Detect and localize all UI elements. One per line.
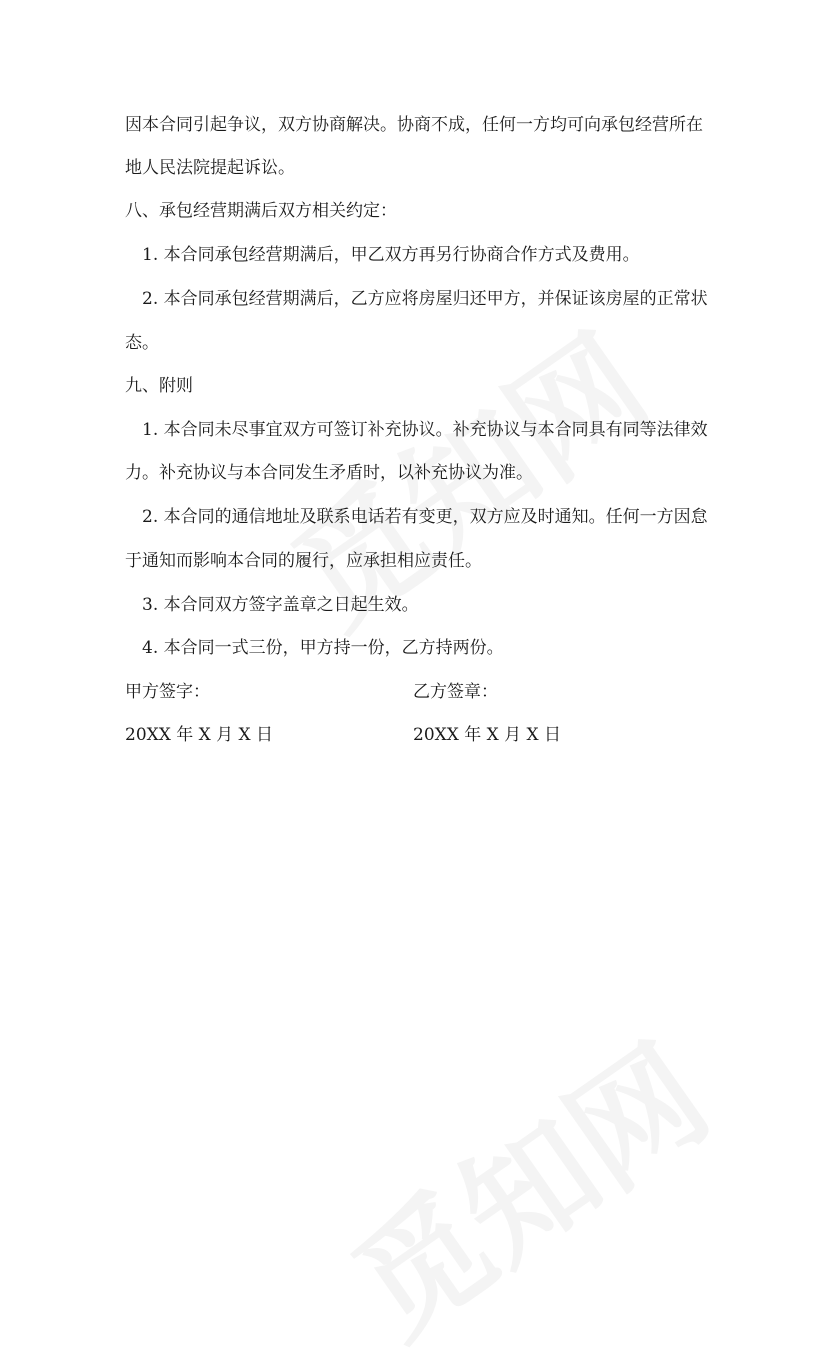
party-a-signature-label: 甲方签字： [125, 682, 210, 702]
dispute-paragraph-line: 地人民法院提起诉讼。 [125, 158, 295, 178]
section-8-item: 2. 本合同承包经营期满后，乙方应将房屋归还甲方，并保证该房屋的正常状 [142, 289, 708, 309]
section-9-item: 1. 本合同未尽事宜双方可签订补充协议。补充协议与本合同具有同等法律效 [142, 420, 708, 440]
party-b-date: 20XX 年 X 月 X 日 [413, 725, 562, 745]
party-b-signature-label: 乙方签章： [413, 682, 498, 702]
section-9-item-continuation: 于通知而影响本合同的履行，应承担相应责任。 [125, 551, 482, 571]
section-9-item: 2. 本合同的通信地址及联系电话若有变更，双方应及时通知。任何一方因怠 [142, 507, 708, 527]
section-9-item-continuation: 力。补充协议与本合同发生矛盾时，以补充协议为准。 [125, 463, 533, 483]
section-8-item-continuation: 态。 [125, 333, 159, 353]
section-9-item: 3. 本合同双方签字盖章之日起生效。 [142, 595, 419, 615]
watermark-text [312, 995, 739, 1372]
section-9-item: 4. 本合同一式三份，甲方持一份，乙方持两份。 [142, 638, 504, 658]
party-a-date: 20XX 年 X 月 X 日 [125, 725, 274, 745]
section-8-heading: 八、承包经营期满后双方相关约定： [125, 201, 397, 221]
section-8-item: 1. 本合同承包经营期满后，甲乙双方再另行协商合作方式及费用。 [142, 245, 640, 265]
section-9-heading: 九、附则 [125, 376, 193, 396]
dispute-paragraph-line: 因本合同引起争议，双方协商解决。协商不成，任何一方均可向承包经营所在 [125, 115, 703, 135]
